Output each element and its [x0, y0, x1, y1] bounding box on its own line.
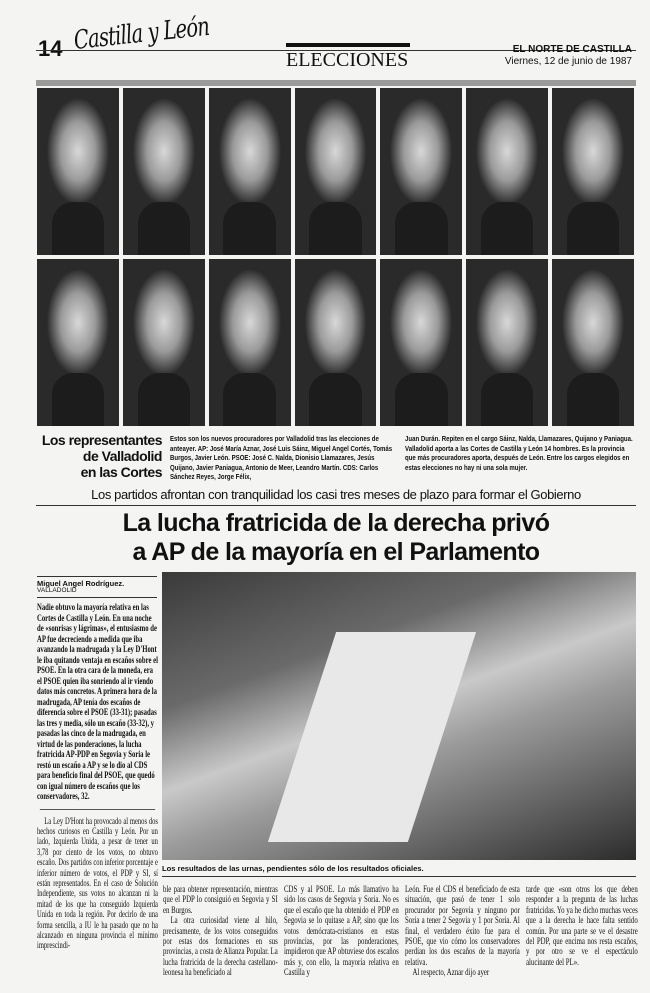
portrait-photo: [466, 88, 548, 255]
newspaper-name: EL NORTE DE CASTILLA: [512, 44, 632, 55]
author: Miguel Angel Rodríguez.: [37, 576, 157, 588]
ballot-count-photo: [162, 572, 636, 860]
portrait-photo: [295, 88, 377, 255]
portrait-photo: [552, 259, 634, 426]
body-column-2: [163, 884, 278, 978]
portrait-grid: [37, 88, 634, 426]
paragraph: tarde que «son otros los que deben responder a la pregunta de las luchas fratricidas. Yo ya he dicho muchas veces que a la derecha le hace falta sentido común. Por una parte se ve el desastre del PDP, que encima nos resta escaños, y por otro se ve el espectáculo alucinante del PL».: [526, 884, 638, 967]
page-number: 14: [38, 36, 63, 61]
portrait-photo: [209, 259, 291, 426]
section-logo: Castilla y León: [72, 11, 211, 56]
paragraph: CDS y al PSOE. Lo más llamativo ha sido los casos de Segovia y Soria. No es que el escaño que ha obtenido el PDP en Segovia se lo quitase a AP, sino que los votos demócrata-cristianos en estas provincias, por las ponderaciones, impidieron que AP obtuviese dos escaños más y, con ello, la mayoría relativa en Castilla y: [284, 884, 399, 978]
paragraph: Al respecto, Aznar dijo ayer: [412, 967, 490, 978]
left-column: [37, 603, 158, 951]
title-line: Los representantes: [41, 432, 162, 448]
issue-date: Viernes, 12 de junio de 1987: [504, 56, 632, 67]
portrait-photo: [295, 259, 377, 426]
photo-grid-caption-1: Estos son los nuevos procuradores por Valladolid tras las elecciones de anteayer. AP: José María Aznar, José Luis Sáinz, Miguel Angel Cortés, Tomás Burgos, Javier León. PSOE: José C. Nalda, Dionisio Llamazares, Jesús Quijano, Javier Paniagua, Antonio de Meer, Leandro Martín. CDS: Carlos Sánchez Reyes, Jorge Félix,: [170, 434, 393, 482]
portrait-photo: [37, 88, 119, 255]
photo-caption: Los resultados de las urnas, pendientes sólo de los resultados oficiales.: [162, 864, 636, 877]
article-lead: Nadie obtuvo la mayoría relativa en las Cortes de Castilla y León. En una noche de «sonrisas y lágrimas», el entusiasmo de AP fue decreciendo a medida que iba avanzando la madrugada y la Ley D'Hont le iba quitando ventaja en escaños sobre el PSOE. En la otra cara de la moneda, era el PSOE quien iba sonriendo al ir viendo datos más concretos. A primera hora de la madrugada, AP tenía dos escaños de diferencia sobre el PSOE (33-31); pasadas las tres y media, sólo un escaño (33-32), y pasadas las cinco de la madrugada, en virtud de las ponderaciones, la lucha fratricida AP-PDP en Segovia y Soria le restó un escaño a AP y se lo dio al CDS para beneficio final del PSOE, que quedó con igual número de escaños que los conservadores, 32.: [37, 603, 158, 802]
paragraph: León. Fue el CDS el beneficiado de esta situación, que pasó de tener 1 solo procurador por Segovia y ninguno por Soria a tener 2 Segovia y 1 por Soria. Al final, el verdadero éxito fue para el PSOE, que vio cómo los conservadores perdían los dos escaños de la mayoría relativa.: [405, 884, 520, 967]
portrait-photo: [552, 88, 634, 255]
headline-line: La lucha fratricida de la derecha privó: [122, 509, 550, 537]
title-line: en las Cortes: [80, 464, 162, 480]
portrait-photo: [37, 259, 119, 426]
paragraph: ble para obtener representación, mientras que el PDP lo consiguió en Segovia y SI en Burgos.: [163, 884, 278, 915]
portrait-photo: [123, 259, 205, 426]
paragraph: La otra curiosidad viene al hilo, precisamente, de los votos conseguidos por estas dos formaciones en sus provincias, a costa de Alianza Popular. La lucha fratricida de la derecha castellano-leonesa ha beneficiado al: [163, 915, 278, 978]
article-subtitle: Los partidos afrontan con tranquilidad los casi tres meses de plazo para formar el Gobierno: [36, 487, 636, 506]
portrait-photo: [380, 88, 462, 255]
paragraph: La Ley D'Hont ha provocado al menos dos hechos curiosos en Castilla y León. Por un lado, Izquierda Unida, a pesar de tener un 3,78 por ciento de los votos, no obtuvo escaño. Dos partidos con inferior porcentaje e inferior número de votos, el PDP y SI, sí están representados. En el caso de Solución Independiente, sus votos no alcanzan ni la mitad de los que ha conseguido Izquierda Unida en toda la región. Por decirlo de una forma sencilla, a IU le ha pasado que no ha alcanzado en ninguna provincia el mínimo imprescindi-: [37, 815, 158, 951]
body-column-4: [405, 884, 520, 978]
portrait-photo: [209, 88, 291, 255]
title-line: de Valladolid: [82, 448, 162, 464]
photo-grid-title: [22, 432, 162, 480]
article-headline: [36, 509, 636, 567]
portrait-photo: [123, 88, 205, 255]
portrait-photo: [466, 259, 548, 426]
body-column-5: [526, 884, 638, 967]
body-column-1: [37, 816, 158, 951]
body-column-3: [284, 884, 399, 978]
divider: [40, 809, 155, 810]
header-band: [36, 80, 636, 86]
location: VALLADOLID: [37, 587, 77, 594]
portrait-photo: [380, 259, 462, 426]
divider: [37, 597, 157, 598]
headline-line: a AP de la mayoría en el Parlamento: [132, 538, 540, 566]
photo-grid-caption-2: Juan Durán. Repiten en el cargo Sáinz, Nalda, Llamazares, Quijano y Paniagua. Valladolid aporta a las Cortes de Castilla y León 14 hombres. Es la provincia que más procuradores aporta, después de León. Entre los cargos elegidos en estas elecciones no hay ni una sola mujer.: [405, 434, 633, 472]
section-title: ELECCIONES: [286, 43, 410, 72]
